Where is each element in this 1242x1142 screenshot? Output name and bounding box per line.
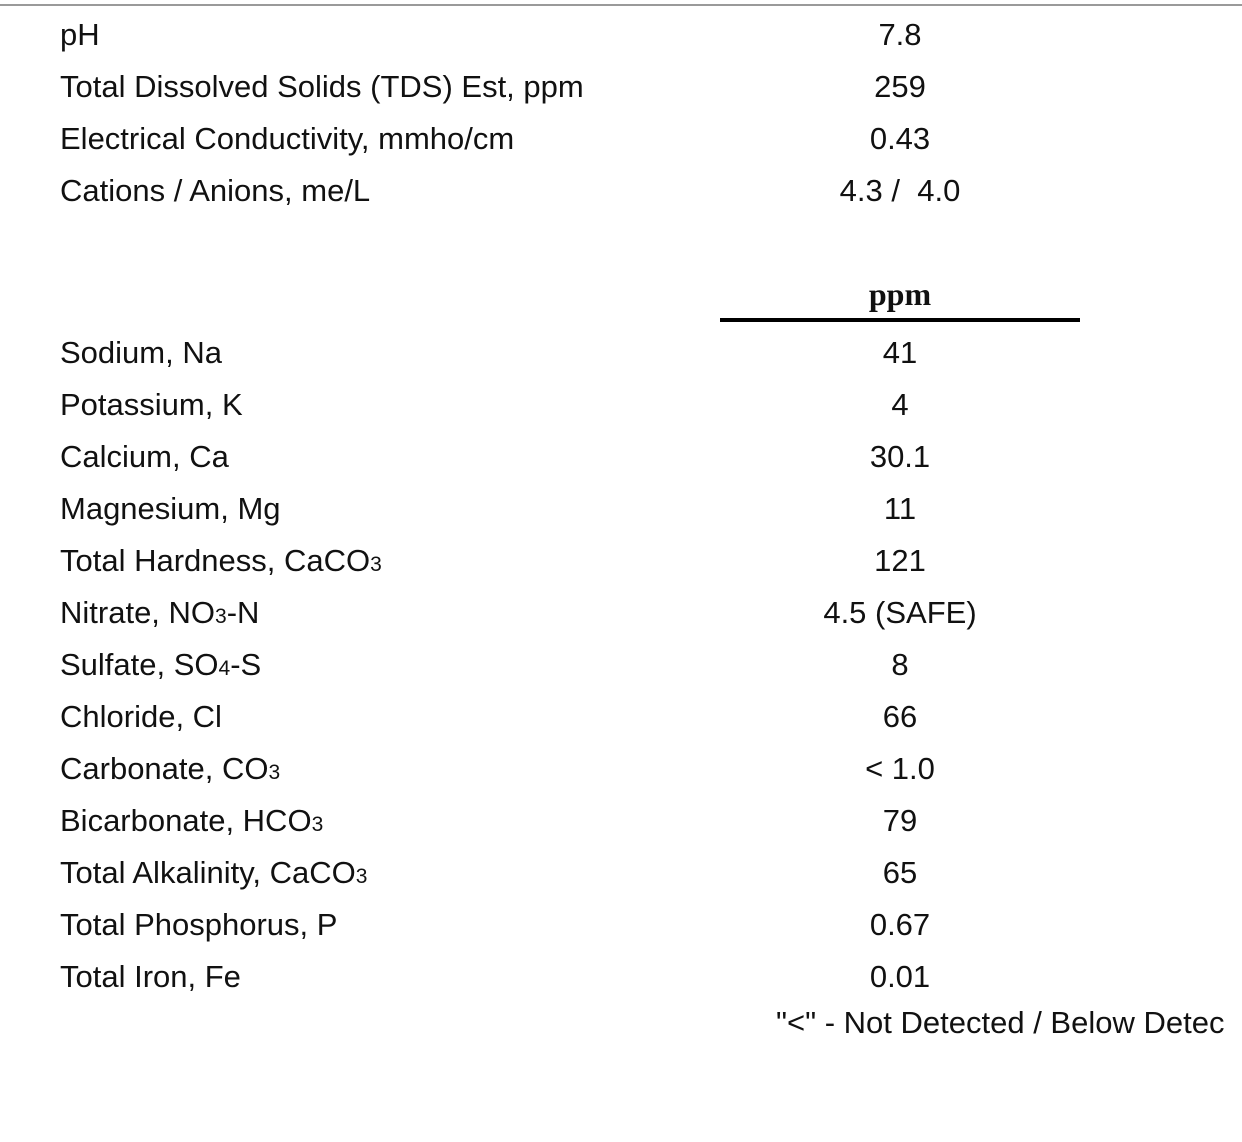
- summary-value: 7.8: [878, 17, 922, 52]
- analyte-row-total-alkalinity: [0, 853, 1242, 893]
- analyte-row-total-hardness: [0, 541, 1242, 581]
- analyte-row-carbonate: [0, 749, 1242, 789]
- analyte-value: 0.01: [869, 959, 931, 994]
- analyte-value: 79: [882, 803, 918, 838]
- summary-row-ph: [0, 15, 1242, 55]
- analyte-label: Magnesium, Mg: [60, 491, 281, 526]
- summary-value: 259: [874, 69, 926, 104]
- analyte-row-potassium: [0, 385, 1242, 425]
- analyte-label: Chloride, Cl: [60, 699, 222, 734]
- analyte-row-bicarbonate: [0, 801, 1242, 841]
- analyte-label: Total Hardness, CaCO3: [60, 543, 382, 578]
- analyte-label: Sodium, Na: [60, 335, 222, 370]
- analyte-value: < 1.0: [865, 751, 935, 786]
- summary-label: Cations / Anions, me/L: [60, 173, 371, 208]
- analyte-value: 4.5 (SAFE): [823, 595, 977, 630]
- analyte-label: Total Phosphorus, P: [60, 907, 338, 942]
- analyte-value: 65: [882, 855, 918, 890]
- summary-label: Electrical Conductivity, mmho/cm: [60, 121, 515, 156]
- analyte-row-calcium: [0, 437, 1242, 477]
- analyte-value: 121: [874, 543, 926, 578]
- analyte-value: 66: [882, 699, 918, 734]
- summary-value: 0.43: [869, 121, 931, 156]
- footnote-not-detected: "<" - Not Detected / Below Detec: [776, 1005, 1225, 1040]
- analyte-label: Sulfate, SO4-S: [60, 647, 262, 682]
- analyte-label: Carbonate, CO3: [60, 751, 281, 786]
- analyte-row-nitrate: [0, 593, 1242, 633]
- unit-header-underline: [720, 318, 1080, 322]
- analyte-value: 11: [883, 491, 917, 526]
- summary-label: Total Dissolved Solids (TDS) Est, ppm: [60, 69, 584, 104]
- analyte-row-total-iron: [0, 957, 1242, 997]
- unit-column-header: ppm: [868, 276, 932, 312]
- analyte-label: Bicarbonate, HCO3: [60, 803, 324, 838]
- summary-value: 4.3 / 4.0: [839, 173, 961, 208]
- analyte-value: 8: [891, 647, 909, 682]
- analyte-label: Calcium, Ca: [60, 439, 229, 474]
- analyte-value: 4: [891, 387, 909, 422]
- analyte-value: 30.1: [869, 439, 931, 474]
- analyte-row-chloride: [0, 697, 1242, 737]
- analyte-value: 41: [882, 335, 918, 370]
- analyte-label: Potassium, K: [60, 387, 243, 422]
- summary-row-tds: [0, 67, 1242, 107]
- analyte-row-total-phosphorus: [0, 905, 1242, 945]
- analyte-row-sodium: [0, 333, 1242, 373]
- analyte-value: 0.67: [869, 907, 931, 942]
- analyte-label: Total Alkalinity, CaCO3: [60, 855, 368, 890]
- summary-label: pH: [60, 17, 100, 52]
- analyte-row-magnesium: [0, 489, 1242, 529]
- summary-row-cations-anions: [0, 171, 1242, 211]
- analyte-label: Total Iron, Fe: [60, 959, 241, 994]
- analyte-label: Nitrate, NO3-N: [60, 595, 260, 630]
- summary-row-conductivity: [0, 119, 1242, 159]
- top-divider: [0, 4, 1242, 6]
- analyte-row-sulfate: [0, 645, 1242, 685]
